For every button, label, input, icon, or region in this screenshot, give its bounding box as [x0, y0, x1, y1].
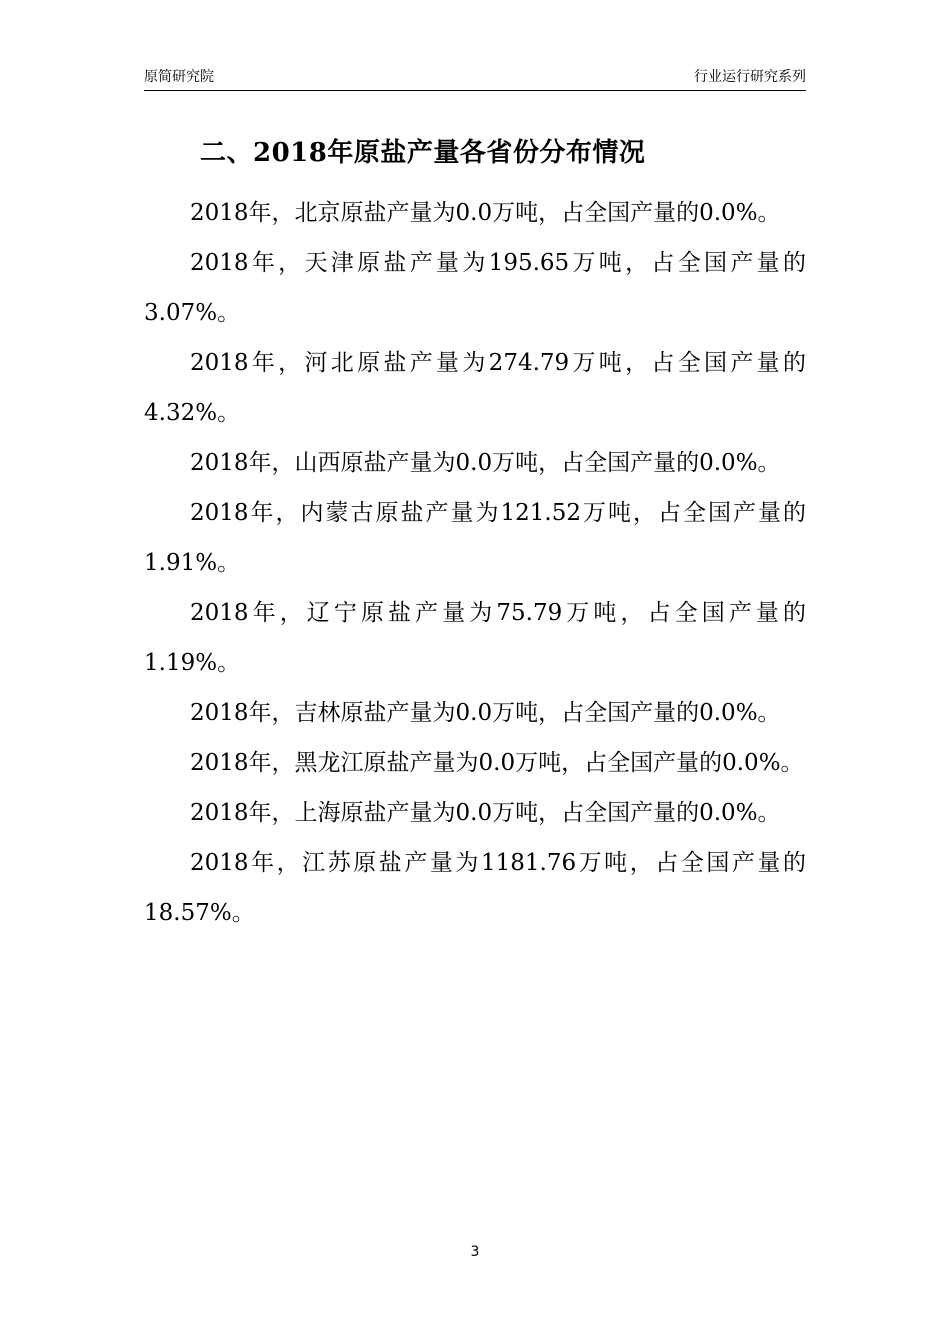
- paragraph-liaoning: 2018年，辽宁原盐产量为75.79万吨，占全国产量的1.19%。: [144, 600, 806, 676]
- paragraph-hebei: 2018年，河北原盐产量为274.79万吨，占全国产量的4.32%。: [144, 350, 806, 426]
- paragraph-beijing: 2018年，北京原盐产量为0.0万吨，占全国产量的0.0%。: [190, 200, 781, 226]
- page-number: 3: [470, 1244, 480, 1260]
- paragraph-heilongjiang: 2018年，黑龙江原盐产量为0.0万吨，占全国产量的0.0%。: [190, 750, 804, 776]
- paragraph-jilin: 2018年，吉林原盐产量为0.0万吨，占全国产量的0.0%。: [190, 700, 781, 726]
- section-title: 二、2018年原盐产量各省份分布情况: [200, 138, 646, 168]
- header-series-name: 行业运行研究系列: [694, 69, 806, 85]
- paragraph-shanxi: 2018年，山西原盐产量为0.0万吨，占全国产量的0.0%。: [190, 450, 781, 476]
- page-header: [144, 66, 806, 91]
- paragraph-tianjin: 2018年，天津原盐产量为195.65万吨，占全国产量的3.07%。: [144, 250, 806, 326]
- header-org-name: 原简研究院: [144, 69, 214, 85]
- paragraph-jiangsu: 2018年，江苏原盐产量为1181.76万吨，占全国产量的18.57%。: [144, 850, 806, 926]
- document-body: [144, 188, 806, 938]
- paragraph-neimenggu: 2018年，内蒙古原盐产量为121.52万吨，占全国产量的1.91%。: [144, 500, 806, 576]
- paragraph-shanghai: 2018年，上海原盐产量为0.0万吨，占全国产量的0.0%。: [190, 800, 781, 826]
